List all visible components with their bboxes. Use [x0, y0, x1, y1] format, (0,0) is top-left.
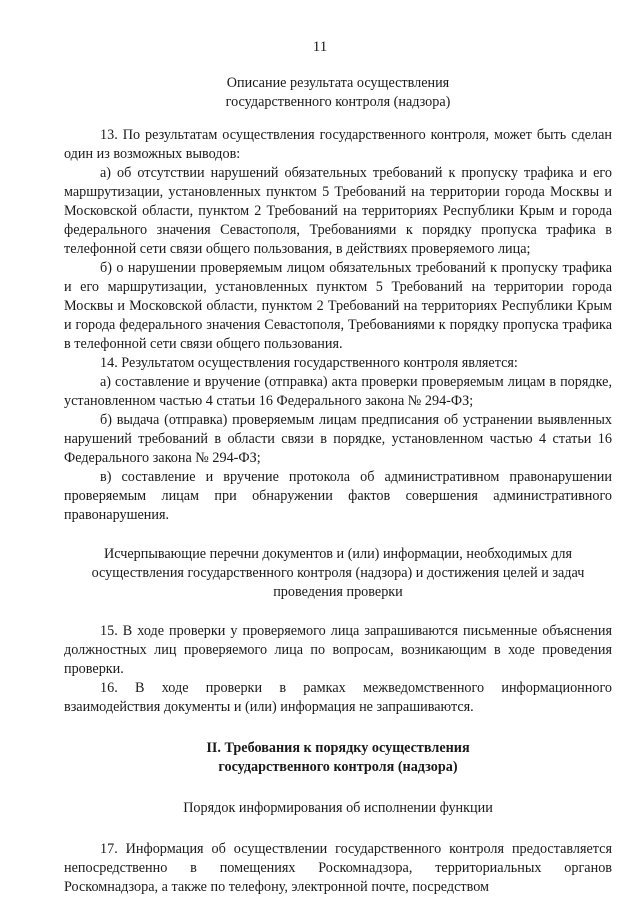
paragraph-13: 13. По результатам осуществления государственного контроля, может быть сделан один из возможных выводов:	[64, 127, 612, 162]
heading-line: государственного контроля (надзора)	[225, 94, 451, 110]
heading-line: Описание результата осуществления	[226, 75, 450, 91]
paragraph-14-b: б) выдача (отправка) проверяемым лицам предписания об устранении выявленных нарушений требований в области связи в порядке, установленном частью 4 статьи 16 Федерального закона № 294-ФЗ;	[64, 412, 612, 466]
chapter-heading-requirements	[64, 739, 612, 777]
section-heading-documents-list	[64, 545, 612, 602]
heading-line: II. Требования к порядку осуществления	[206, 740, 470, 756]
page-content	[64, 74, 612, 897]
paragraph-15: 15. В ходе проверки у проверяемого лица запрашиваются письменные объяснения должностных лиц проверяемого лица по вопросам, возникающим в ходе проведения проверки.	[64, 623, 612, 677]
paragraph-17: 17. Информация об осуществлении государственного контроля предоставляется непосредственно в помещениях Роскомнадзора, территориальных органов Роскомнадзора, а также по телефону, электронной почте, посредством	[64, 841, 612, 895]
heading-line: Исчерпывающие перечни документов и (или) информации, необходимых для	[103, 546, 573, 562]
paragraph-16: 16. В ходе проверки в рамках межведомственного информационного взаимодействия документы и (или) информация не запрашиваются.	[64, 680, 612, 715]
heading-line: проведения проверки	[273, 584, 403, 600]
paragraph-13-a: а) об отсутствии нарушений обязательных требований к пропуску трафика и его маршрутизации, установленных пунктом 5 Требований на территории города Москвы и Московской области, пунктом 2 Требований на территориях Республики Крым и города федерального значения Севастополя, Требованиями к порядку пропуска трафика в телефонной сети связи общего пользования, в действиях проверяемого лица;	[64, 165, 612, 257]
page-number: 11	[312, 39, 328, 55]
paragraph-14-a: а) составление и вручение (отправка) акта проверки проверяемым лицам в порядке, установленном частью 4 статьи 16 Федерального закона № 294-ФЗ;	[64, 374, 612, 409]
paragraph-13-b: б) о нарушении проверяемым лицом обязательных требований к пропуску трафика и его маршрутизации, установленных пунктом 5 Требований на территории города Москвы и Московской области, пунктом 2 Требований на территориях Республики Крым и города федерального значения Севастополя, Требованиями к порядку пропуска трафика в телефонной сети связи общего пользования.	[64, 260, 612, 352]
section-heading-result-description	[64, 74, 612, 112]
heading-line: осуществления государственного контроля (надзора) и достижения целей и задач	[91, 565, 585, 581]
heading-line: государственного контроля (надзора)	[218, 759, 458, 775]
section-heading-information-procedure: Порядок информирования об исполнении функции	[183, 800, 493, 816]
paragraph-14: 14. Результатом осуществления государственного контроля является:	[100, 355, 518, 371]
paragraph-14-c: в) составление и вручение протокола об административном правонарушении проверяемым лицам при обнаружении фактов совершения административного правонарушения.	[64, 469, 612, 523]
